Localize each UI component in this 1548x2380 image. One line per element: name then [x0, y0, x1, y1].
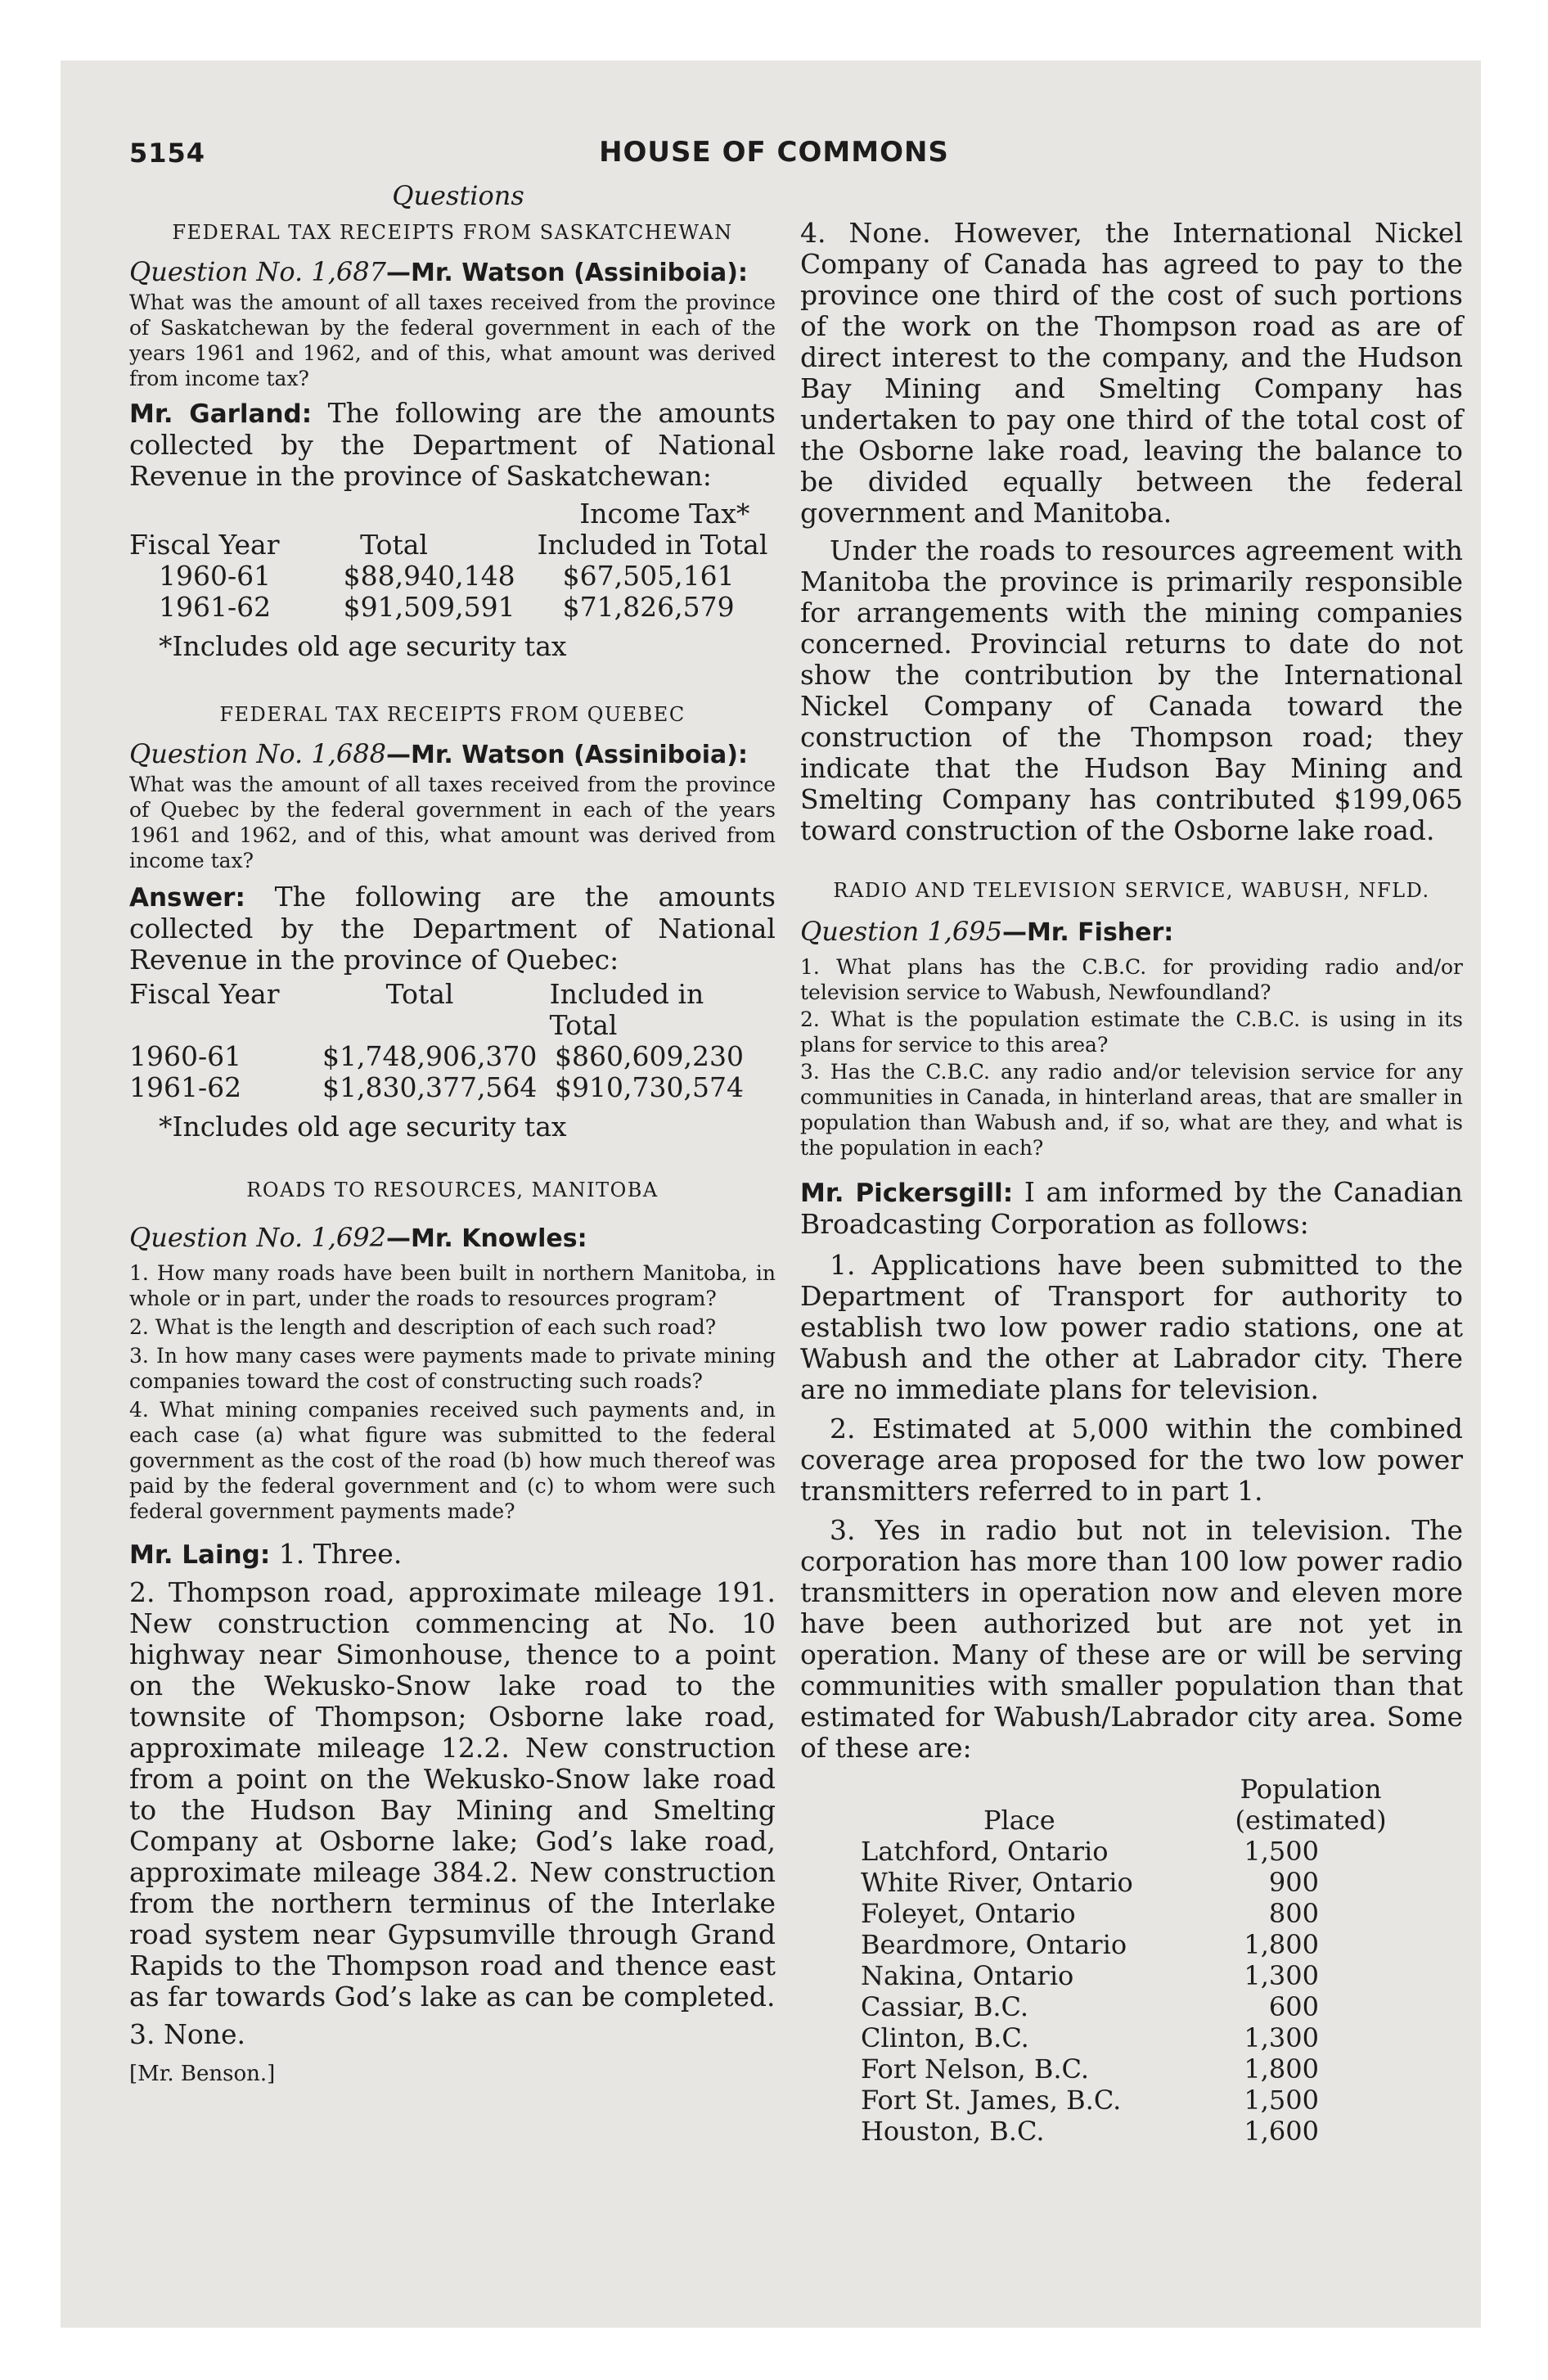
- section-title: Questions: [392, 180, 524, 211]
- population-value: 1,500: [1244, 1836, 1319, 1867]
- question-item: 2. What is the population estimate the C.B.C. is using in its plans for service to this area?: [800, 1007, 1463, 1057]
- answer-paragraph: 2. Estimated at 5,000 within the combined coverage area proposed for the two low power transmitters referred to in part 1.: [800, 1413, 1463, 1507]
- table-row: [861, 2116, 1463, 2147]
- question-1692-line: [129, 1221, 776, 1255]
- table-row: [861, 1991, 1463, 2022]
- place-name: White River, Ontario: [861, 1867, 1133, 1898]
- table-row: [129, 1072, 776, 1103]
- running-head: HOUSE OF COMMONS: [599, 136, 949, 169]
- table-header-row: [861, 1805, 1463, 1836]
- table-cell: $88,940,148: [343, 560, 515, 592]
- answer-text: I am informed by the Canadian Broadcasting Corporation as follows:: [800, 1176, 1463, 1240]
- table-cell: $67,505,161: [562, 560, 735, 592]
- section-heading-roads: ROADS TO RESOURCES, MANITOBA: [246, 1179, 659, 1201]
- population-value: 1,300: [1244, 2022, 1319, 2053]
- saskatchewan-tax-table: [129, 498, 776, 662]
- population-value: 900: [1268, 1867, 1319, 1898]
- place-name: Beardmore, Ontario: [861, 1929, 1127, 1960]
- question-label: Question No. 1,692: [129, 1222, 386, 1253]
- question-label: Question No. 1,687: [129, 256, 386, 287]
- table-header: (estimated): [1235, 1805, 1387, 1836]
- footer-reference: [Mr. Benson.]: [129, 2062, 276, 2086]
- left-column: [129, 214, 776, 2086]
- speaker-name: Answer:: [129, 883, 245, 913]
- place-name: Houston, B.C.: [861, 2116, 1045, 2147]
- answer-text: 1. Three.: [278, 1538, 403, 1570]
- table-header-row: [861, 1774, 1463, 1805]
- table-row: [861, 1898, 1463, 1929]
- question-item: 1. What plans has the C.B.C. for providing radio and/or television service to Wabush, Newfoundland?: [800, 955, 1463, 1004]
- table-header-row: [129, 530, 776, 561]
- answer-text: The following are the amounts collected by the Department of National Revenue in the province of Saskatchewan:: [129, 397, 776, 492]
- table-header: Fiscal Year: [129, 529, 280, 561]
- answer-paragraph: [129, 1539, 776, 1571]
- answer-text: The following are the amounts collected by the Department of National Revenue in the province of Quebec:: [129, 881, 776, 976]
- table-cell: $910,730,574: [555, 1071, 744, 1103]
- table-cell: 1960-61: [129, 1040, 242, 1072]
- section-heading-quebec: FEDERAL TAX RECEIPTS FROM QUEBEC: [219, 703, 686, 726]
- question-1687-line: [129, 255, 776, 290]
- question-asker: —Mr. Watson (Assiniboia):: [386, 741, 748, 769]
- section-heading-saskatchewan: FEDERAL TAX RECEIPTS FROM SASKATCHEWAN: [172, 221, 733, 244]
- question-item: 2. What is the length and description of each such road?: [129, 1315, 717, 1339]
- speaker-name: Mr. Pickersgill:: [800, 1179, 1014, 1208]
- place-name: Latchford, Ontario: [861, 1836, 1109, 1867]
- answer-paragraph: [129, 398, 776, 492]
- speaker-name: Mr. Laing:: [129, 1540, 271, 1570]
- section-heading-radio: RADIO AND TELEVISION SERVICE, WABUSH, NFLD.: [833, 879, 1430, 902]
- population-value: 600: [1268, 1991, 1319, 2022]
- place-name: Foleyet, Ontario: [861, 1898, 1076, 1929]
- table-cell: 1960-61: [159, 560, 272, 592]
- answer-paragraph: [129, 881, 776, 976]
- population-value: 1,500: [1244, 2085, 1319, 2116]
- page-number: 5154: [129, 137, 206, 169]
- question-asker: —Mr. Knowles:: [386, 1224, 587, 1253]
- table-header: Included in Total: [537, 529, 768, 561]
- table-row: [861, 2085, 1463, 2116]
- table-cell: $91,509,591: [343, 591, 515, 623]
- table-cell: 1961-62: [159, 591, 272, 623]
- place-name: Nakina, Ontario: [861, 1960, 1074, 1991]
- question-asker: —Mr. Watson (Assiniboia):: [386, 259, 748, 287]
- quebec-tax-table: [129, 979, 776, 1143]
- table-footnote: *Includes old age security tax: [159, 1111, 567, 1143]
- table-row: [129, 1041, 776, 1072]
- table-row: [861, 2053, 1463, 2085]
- place-name: Fort Nelson, B.C.: [861, 2053, 1090, 2085]
- table-header-row: [129, 979, 776, 1041]
- population-value: 1,800: [1244, 1929, 1319, 1960]
- table-row: [861, 1836, 1463, 1867]
- place-name: Fort St. James, B.C.: [861, 2085, 1122, 2116]
- table-row: [129, 561, 776, 592]
- table-footnote: *Includes old age security tax: [159, 630, 567, 662]
- table-cell: 1961-62: [129, 1071, 242, 1103]
- table-row: [861, 1929, 1463, 1960]
- population-value: 800: [1268, 1898, 1319, 1929]
- population-rows: [861, 1836, 1463, 2147]
- table-header: Total: [385, 978, 454, 1010]
- question-item: 3. In how many cases were payments made to private mining companies toward the cost of constructing such roads?: [129, 1344, 776, 1393]
- table-row: [861, 1867, 1463, 1898]
- question-item: 4. What mining companies received such payments and, in each case (a) what figure was submitted to the federal government as the cost of the road (b) how much thereof was paid by the federal government and (c) to whom were such federal government payments made?: [129, 1398, 776, 1523]
- table-super-header: Income Tax*: [579, 498, 750, 530]
- table-cell: $1,830,377,564: [322, 1071, 538, 1103]
- table-row: [861, 1960, 1463, 1991]
- table-row: [861, 2022, 1463, 2053]
- place-name: Clinton, B.C.: [861, 2022, 1029, 2053]
- answer-paragraph: Under the roads to resources agreement with Manitoba the province is primarily responsible for arrangements with the mining companies concerned. Provincial returns to date do not show the contribution by the International Nickel Company of Canada toward the construction of the Thompson road; they indicate that the Hudson Bay Mining and Smelting Company has contributed $199,065 toward construction of the Osborne lake road.: [800, 534, 1463, 846]
- answer-paragraph: 1. Applications have been submitted to the Department of Transport for authority to establish two low power radio stations, one at Wabush and the other at Labrador city. There are no immediate plans for television.: [800, 1249, 1463, 1405]
- question-text: What was the amount of all taxes received from the province of Quebec by the federal government in each of the years 1961 and 1962, and of this, what amount was derived from income tax?: [129, 773, 776, 872]
- table-header: Fiscal Year: [129, 978, 280, 1010]
- population-value: 1,600: [1244, 2116, 1319, 2147]
- question-label: Question 1,695: [800, 916, 1002, 947]
- question-text: What was the amount of all taxes received from the province of Saskatchewan by the federal government in each of the years 1961 and 1962, and of this, what amount was derived from income tax?: [129, 291, 776, 390]
- table-header: Place: [983, 1805, 1055, 1836]
- population-value: 1,800: [1244, 2053, 1319, 2085]
- table-header: Total: [360, 529, 428, 561]
- answer-paragraph: [800, 1177, 1463, 1240]
- population-value: 1,300: [1244, 1960, 1319, 1991]
- question-1688-line: [129, 737, 776, 772]
- question-asker: —Mr. Fisher:: [1001, 918, 1174, 947]
- table-cell: $71,826,579: [562, 591, 735, 623]
- population-table: [861, 1774, 1463, 2147]
- speaker-name: Mr. Garland:: [129, 399, 313, 429]
- table-header: Included in Total: [549, 978, 704, 1041]
- table-cell: $1,748,906,370: [322, 1040, 538, 1072]
- question-item: 1. How many roads have been built in northern Manitoba, in whole or in part, under the roads to resources program?: [129, 1261, 776, 1310]
- answer-paragraph: 4. None. However, the International Nickel Company of Canada has agreed to pay to the province one third of the cost of such portions of the work on the Thompson road as are of direct interest to the company, and the Hudson Bay Mining and Smelting Company has undertaken to pay one third of the total cost of the Osborne lake road, leaving the balance to be divided equally between the federal government and Manitoba.: [800, 217, 1463, 529]
- answer-paragraph: 2. Thompson road, approximate mileage 191. New construction commencing at No. 10 highway near Simonhouse, thence to a point on the Wekusko-Snow lake road to the townsite of Thompson; Osborne lake road, approximate mileage 12.2. New construction from a point on the Wekusko-Snow lake road to the Hudson Bay Mining and Smelting Company at Osborne lake; God’s lake road, approximate mileage 384.2. New construction from the northern terminus of the Interlake road system near Gypsumville through Grand Rapids to the Thompson road and thence east as far towards God’s lake as can be completed.: [129, 1576, 776, 2013]
- table-header: Population: [1240, 1774, 1382, 1805]
- place-name: Cassiar, B.C.: [861, 1991, 1029, 2022]
- table-row: [129, 592, 776, 623]
- table-cell: $860,609,230: [555, 1040, 744, 1072]
- answer-paragraph: 3. None.: [129, 2018, 245, 2050]
- question-item: 3. Has the C.B.C. any radio and/or television service for any communities in Canada, in hinterland areas, that are smaller in population than Wabush and, if so, what are they, and what is the population in each?: [800, 1060, 1463, 1160]
- answer-paragraph: 3. Yes in radio but not in television. The corporation has more than 100 low power radio transmitters in operation now and eleven more have been authorized but are not yet in operation. Many of these are or will be serving communities with smaller population than that estimated for Wabush/Labrador city area. Some of these are:: [800, 1514, 1463, 1764]
- question-label: Question No. 1,688: [129, 738, 386, 769]
- right-column: [800, 214, 1463, 2147]
- question-1695-line: [800, 915, 1463, 949]
